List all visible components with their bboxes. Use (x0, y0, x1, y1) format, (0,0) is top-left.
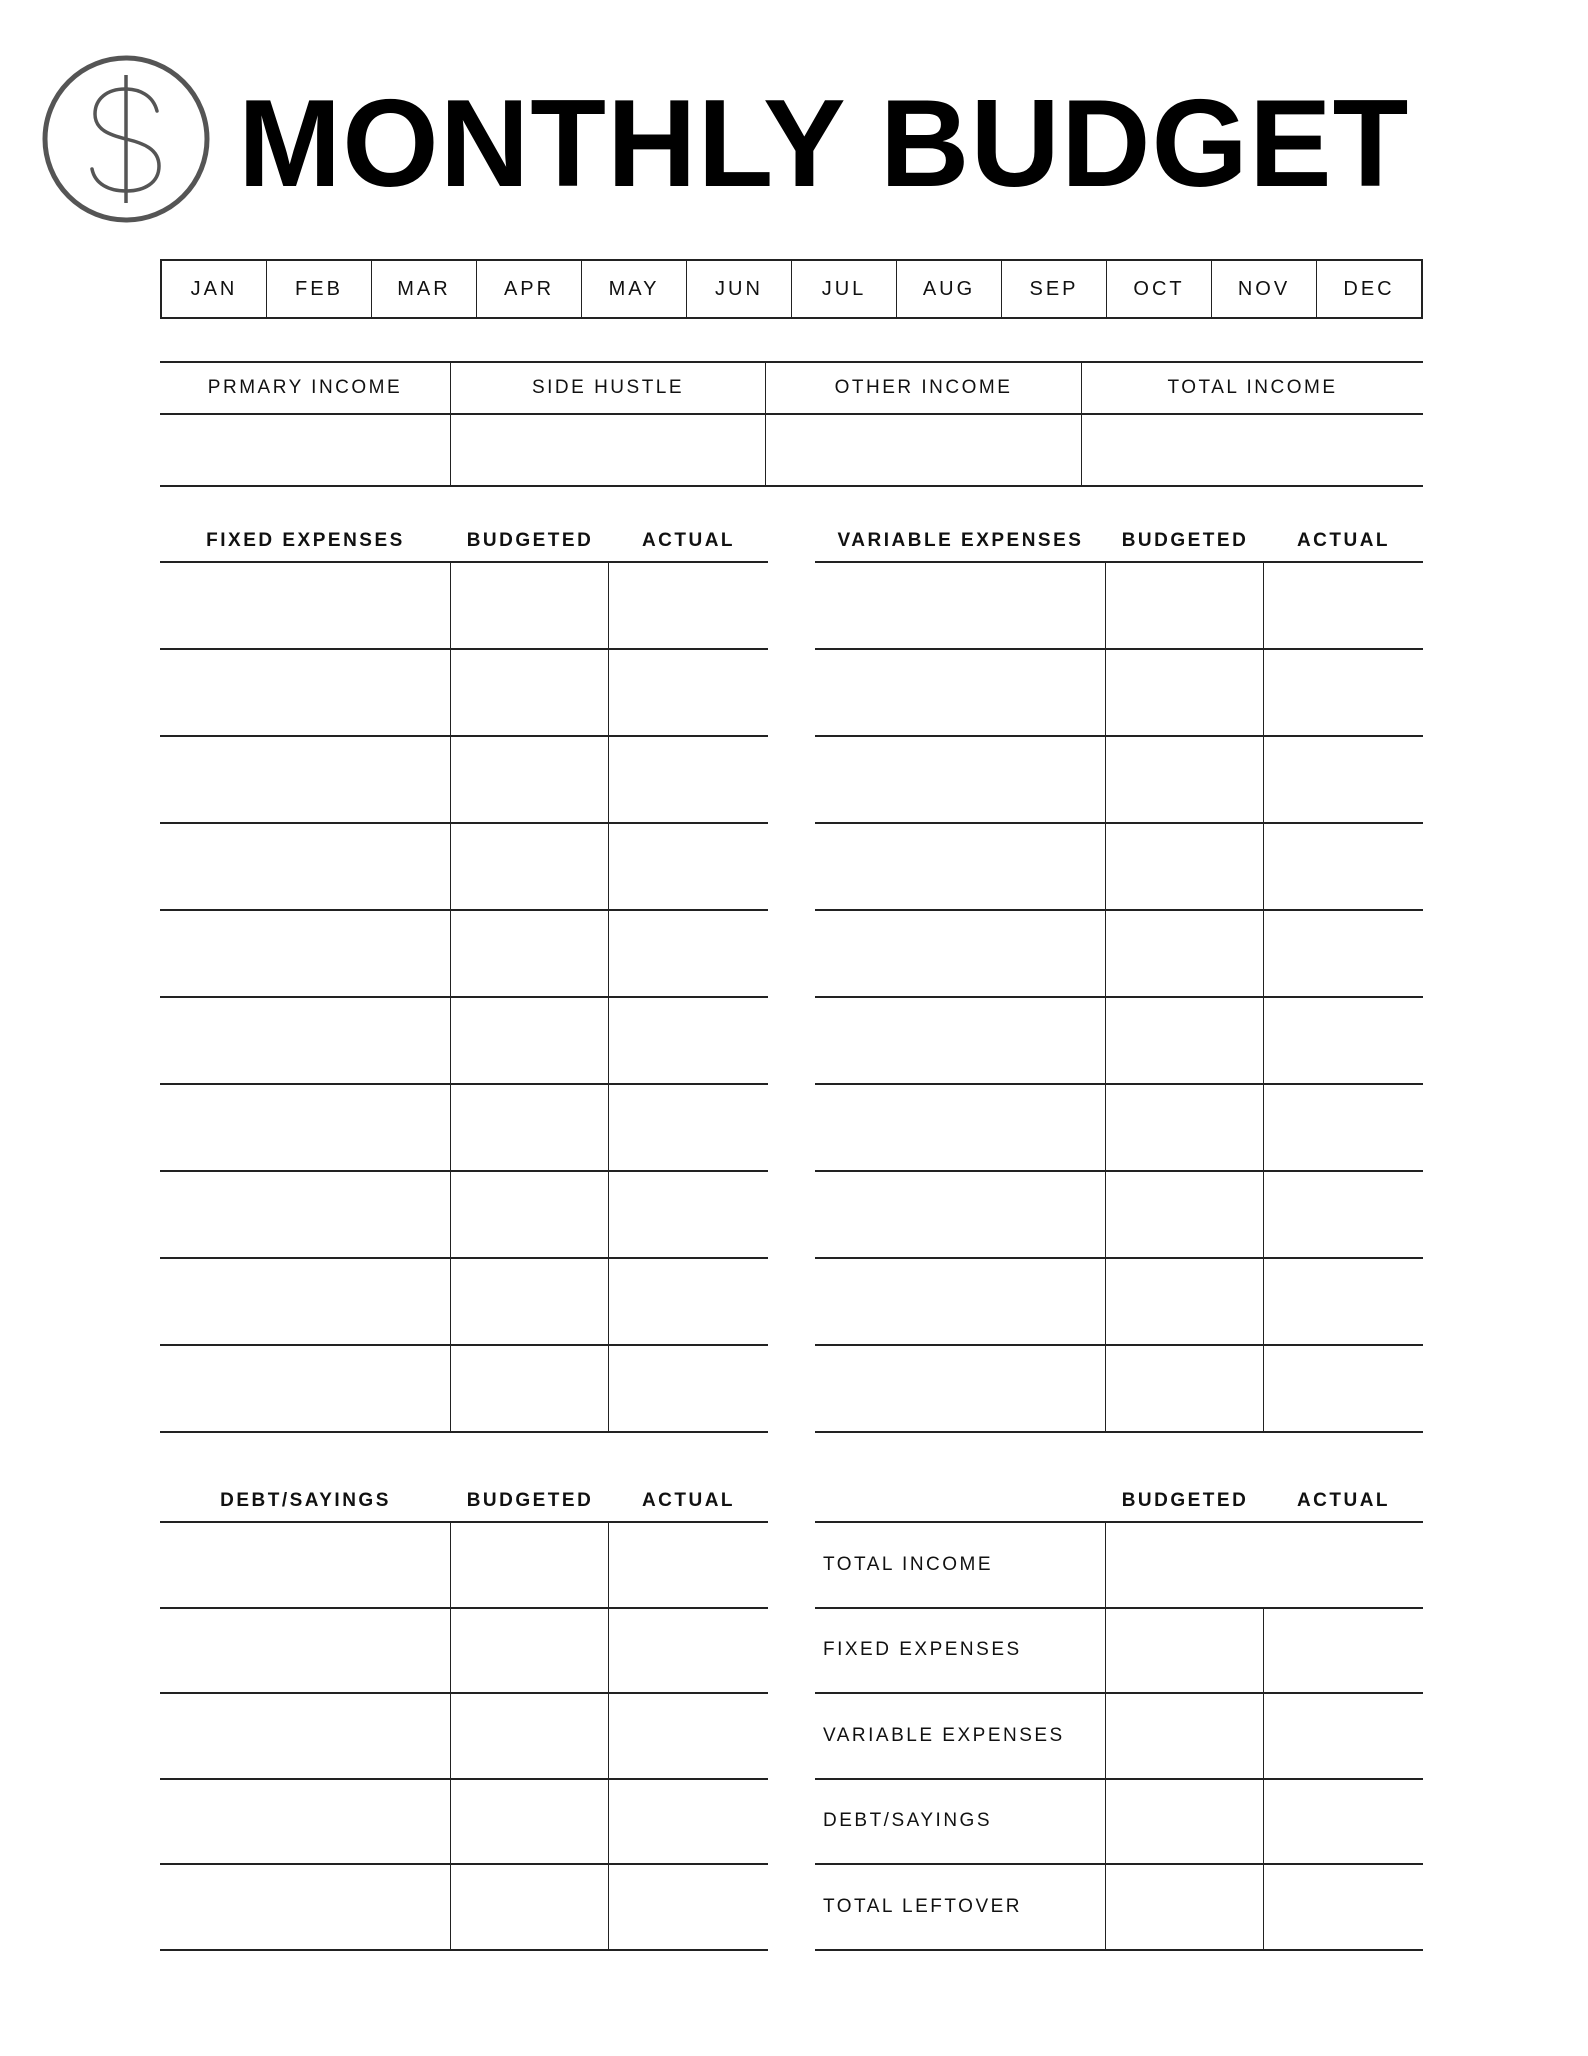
fixed-budgeted-field[interactable] (451, 650, 609, 735)
fixed-actual-field[interactable] (609, 737, 768, 822)
variable-item-field[interactable] (815, 1259, 1106, 1344)
fixed-expenses-header (160, 521, 768, 563)
variable-actual-field[interactable] (1264, 998, 1423, 1083)
fixed-item-field[interactable] (160, 1172, 451, 1257)
summary-header (815, 1481, 1423, 1523)
variable-budgeted-field[interactable] (1106, 650, 1264, 735)
table-row (160, 824, 768, 911)
month-selector (160, 259, 1423, 319)
summary-leftover-actual-field[interactable] (1264, 1865, 1423, 1949)
table-row (815, 1085, 1423, 1172)
variable-item-field[interactable] (815, 1346, 1106, 1431)
fixed-actual-field[interactable] (609, 824, 768, 909)
income-header-primary: PRMARY INCOME (160, 363, 451, 413)
debt-budgeted-field[interactable] (451, 1865, 609, 1949)
variable-budgeted-field[interactable] (1106, 1259, 1264, 1344)
fixed-actual-field[interactable] (609, 998, 768, 1083)
debt-budgeted-field[interactable] (451, 1523, 609, 1607)
month-nov[interactable]: NOV (1212, 261, 1317, 317)
month-jan[interactable]: JAN (162, 261, 267, 317)
fixed-expenses-rows (160, 563, 768, 1433)
table-row (815, 650, 1423, 737)
variable-expenses-rows (815, 563, 1423, 1433)
summary-label-total-income: TOTAL INCOME (815, 1523, 1106, 1607)
month-jul[interactable]: JUL (792, 261, 897, 317)
table-row (160, 1523, 768, 1609)
summary-total-income-field[interactable] (1106, 1523, 1423, 1607)
debt-actual-field[interactable] (609, 1780, 768, 1864)
income-header-side-hustle: SIDE HUSTLE (451, 363, 766, 413)
month-may[interactable]: MAY (582, 261, 687, 317)
fixed-actual-field[interactable] (609, 563, 768, 648)
debt-item-field[interactable] (160, 1780, 451, 1864)
debt-item-field[interactable] (160, 1865, 451, 1949)
variable-actual-header: ACTUAL (1296, 530, 1391, 551)
summary-row-debt-savings (815, 1780, 1423, 1866)
debt-budgeted-field[interactable] (451, 1780, 609, 1864)
debt-actual-field[interactable] (609, 1609, 768, 1693)
table-row (815, 824, 1423, 911)
variable-actual-field[interactable] (1264, 563, 1423, 648)
variable-item-field[interactable] (815, 1172, 1106, 1257)
fixed-item-field[interactable] (160, 1259, 451, 1344)
fixed-budgeted-field[interactable] (451, 1085, 609, 1170)
table-row (815, 737, 1423, 824)
fixed-budgeted-field[interactable] (451, 563, 609, 648)
variable-budgeted-field[interactable] (1106, 1085, 1264, 1170)
summary-variable-budgeted-field[interactable] (1106, 1694, 1264, 1778)
summary-row-fixed-expenses (815, 1609, 1423, 1695)
month-feb[interactable]: FEB (267, 261, 372, 317)
debt-savings-title: DEBT/SAYINGS (220, 1490, 391, 1511)
fixed-item-field[interactable] (160, 998, 451, 1083)
table-row (160, 1694, 768, 1780)
table-row (160, 1259, 768, 1346)
table-row (160, 737, 768, 824)
summary-fixed-actual-field[interactable] (1264, 1609, 1423, 1693)
fixed-actual-field[interactable] (609, 650, 768, 735)
summary-variable-actual-field[interactable] (1264, 1694, 1423, 1778)
table-row (815, 911, 1423, 998)
debt-item-field[interactable] (160, 1523, 451, 1607)
primary-income-field[interactable] (160, 415, 451, 485)
variable-budgeted-field[interactable] (1106, 911, 1264, 996)
variable-budgeted-field[interactable] (1106, 1172, 1264, 1257)
variable-actual-field[interactable] (1264, 824, 1423, 909)
summary-debt-actual-field[interactable] (1264, 1780, 1423, 1864)
page-title: MONTHLY BUDGET (238, 75, 1410, 213)
debt-budgeted-header: BUDGETED (466, 1490, 594, 1511)
variable-budgeted-header: BUDGETED (1121, 530, 1249, 551)
fixed-budgeted-field[interactable] (451, 1259, 609, 1344)
summary-budgeted-header: BUDGETED (1121, 1490, 1249, 1511)
fixed-budgeted-field[interactable] (451, 824, 609, 909)
variable-item-field[interactable] (815, 563, 1106, 648)
income-header-total: TOTAL INCOME (1167, 377, 1338, 398)
dollar-circle-icon (40, 53, 212, 225)
side-hustle-field[interactable] (451, 415, 766, 485)
variable-budgeted-field[interactable] (1106, 563, 1264, 648)
month-jun[interactable]: JUN (687, 261, 792, 317)
month-oct[interactable]: OCT (1107, 261, 1212, 317)
summary-row-variable-expenses (815, 1694, 1423, 1780)
summary-debt-budgeted-field[interactable] (1106, 1780, 1264, 1864)
month-dec[interactable]: DEC (1343, 277, 1395, 300)
variable-item-field[interactable] (815, 737, 1106, 822)
fixed-actual-field[interactable] (609, 911, 768, 996)
income-input-row (160, 415, 1423, 487)
fixed-actual-field[interactable] (609, 1085, 768, 1170)
table-row (160, 998, 768, 1085)
table-row (160, 1865, 768, 1951)
fixed-budgeted-field[interactable] (451, 998, 609, 1083)
summary-actual-header: ACTUAL (1296, 1490, 1391, 1511)
fixed-actual-field[interactable] (609, 1259, 768, 1344)
variable-item-field[interactable] (815, 824, 1106, 909)
variable-expenses-table (815, 521, 1423, 1433)
debt-budgeted-field[interactable] (451, 1609, 609, 1693)
table-row (160, 563, 768, 650)
table-row (815, 998, 1423, 1085)
debt-item-field[interactable] (160, 1694, 451, 1778)
month-mar[interactable]: MAR (372, 261, 477, 317)
table-row (160, 1780, 768, 1866)
other-income-field[interactable] (766, 415, 1082, 485)
debt-actual-field[interactable] (609, 1865, 768, 1949)
summary-label-variable-expenses: VARIABLE EXPENSES (815, 1694, 1106, 1778)
summary-row-total-income (815, 1523, 1423, 1609)
summary-label-debt-savings: DEBT/SAYINGS (815, 1780, 1106, 1864)
variable-expenses-header (815, 521, 1423, 563)
variable-item-field[interactable] (815, 911, 1106, 996)
table-row (815, 1259, 1423, 1346)
month-apr[interactable]: APR (477, 261, 582, 317)
variable-actual-field[interactable] (1264, 1172, 1423, 1257)
debt-actual-header: ACTUAL (641, 1490, 736, 1511)
income-header-row (160, 361, 1423, 415)
table-row (160, 1609, 768, 1695)
fixed-budgeted-field[interactable] (451, 1172, 609, 1257)
summary-label-total-leftover: TOTAL LEFTOVER (815, 1865, 1106, 1949)
month-sep[interactable]: SEP (1002, 261, 1107, 317)
fixed-budgeted-header: BUDGETED (466, 530, 594, 551)
variable-actual-field[interactable] (1264, 1259, 1423, 1344)
summary-fixed-budgeted-field[interactable] (1106, 1609, 1264, 1693)
debt-actual-field[interactable] (609, 1694, 768, 1778)
summary-table (815, 1481, 1423, 1951)
debt-item-field[interactable] (160, 1609, 451, 1693)
table-row (160, 1085, 768, 1172)
table-row (160, 650, 768, 737)
total-income-field[interactable] (1082, 415, 1423, 485)
debt-budgeted-field[interactable] (451, 1694, 609, 1778)
debt-savings-header (160, 1481, 768, 1523)
variable-budgeted-field[interactable] (1106, 998, 1264, 1083)
table-row (815, 1346, 1423, 1433)
variable-actual-field[interactable] (1264, 1346, 1423, 1431)
fixed-budgeted-field[interactable] (451, 911, 609, 996)
debt-actual-field[interactable] (609, 1523, 768, 1607)
variable-budgeted-field[interactable] (1106, 824, 1264, 909)
summary-leftover-budgeted-field[interactable] (1106, 1865, 1264, 1949)
variable-actual-field[interactable] (1264, 737, 1423, 822)
debt-savings-rows (160, 1523, 768, 1951)
fixed-item-field[interactable] (160, 650, 451, 735)
variable-actual-field[interactable] (1264, 911, 1423, 996)
fixed-actual-field[interactable] (609, 1172, 768, 1257)
summary-title (815, 1481, 1106, 1521)
variable-item-field[interactable] (815, 998, 1106, 1083)
variable-actual-field[interactable] (1264, 650, 1423, 735)
summary-label-fixed-expenses: FIXED EXPENSES (815, 1609, 1106, 1693)
fixed-expenses-table (160, 521, 768, 1433)
table-row (160, 911, 768, 998)
fixed-item-field[interactable] (160, 911, 451, 996)
variable-expenses-title: VARIABLE EXPENSES (837, 530, 1084, 551)
fixed-budgeted-field[interactable] (451, 737, 609, 822)
fixed-budgeted-field[interactable] (451, 1346, 609, 1431)
table-row (815, 563, 1423, 650)
income-table (160, 361, 1423, 487)
variable-budgeted-field[interactable] (1106, 737, 1264, 822)
fixed-actual-field[interactable] (609, 1346, 768, 1431)
debt-savings-table (160, 1481, 768, 1951)
fixed-item-field[interactable] (160, 1085, 451, 1170)
fixed-expenses-title: FIXED EXPENSES (206, 530, 405, 551)
variable-item-field[interactable] (815, 650, 1106, 735)
table-row (160, 1172, 768, 1259)
variable-item-field[interactable] (815, 1085, 1106, 1170)
fixed-item-field[interactable] (160, 1346, 451, 1431)
fixed-item-field[interactable] (160, 737, 451, 822)
variable-budgeted-field[interactable] (1106, 1346, 1264, 1431)
fixed-item-field[interactable] (160, 563, 451, 648)
summary-row-total-leftover (815, 1865, 1423, 1951)
table-row (160, 1346, 768, 1433)
month-aug[interactable]: AUG (897, 261, 1002, 317)
fixed-item-field[interactable] (160, 824, 451, 909)
fixed-actual-header: ACTUAL (641, 530, 736, 551)
table-row (815, 1172, 1423, 1259)
variable-actual-field[interactable] (1264, 1085, 1423, 1170)
income-header-other: OTHER INCOME (766, 363, 1082, 413)
